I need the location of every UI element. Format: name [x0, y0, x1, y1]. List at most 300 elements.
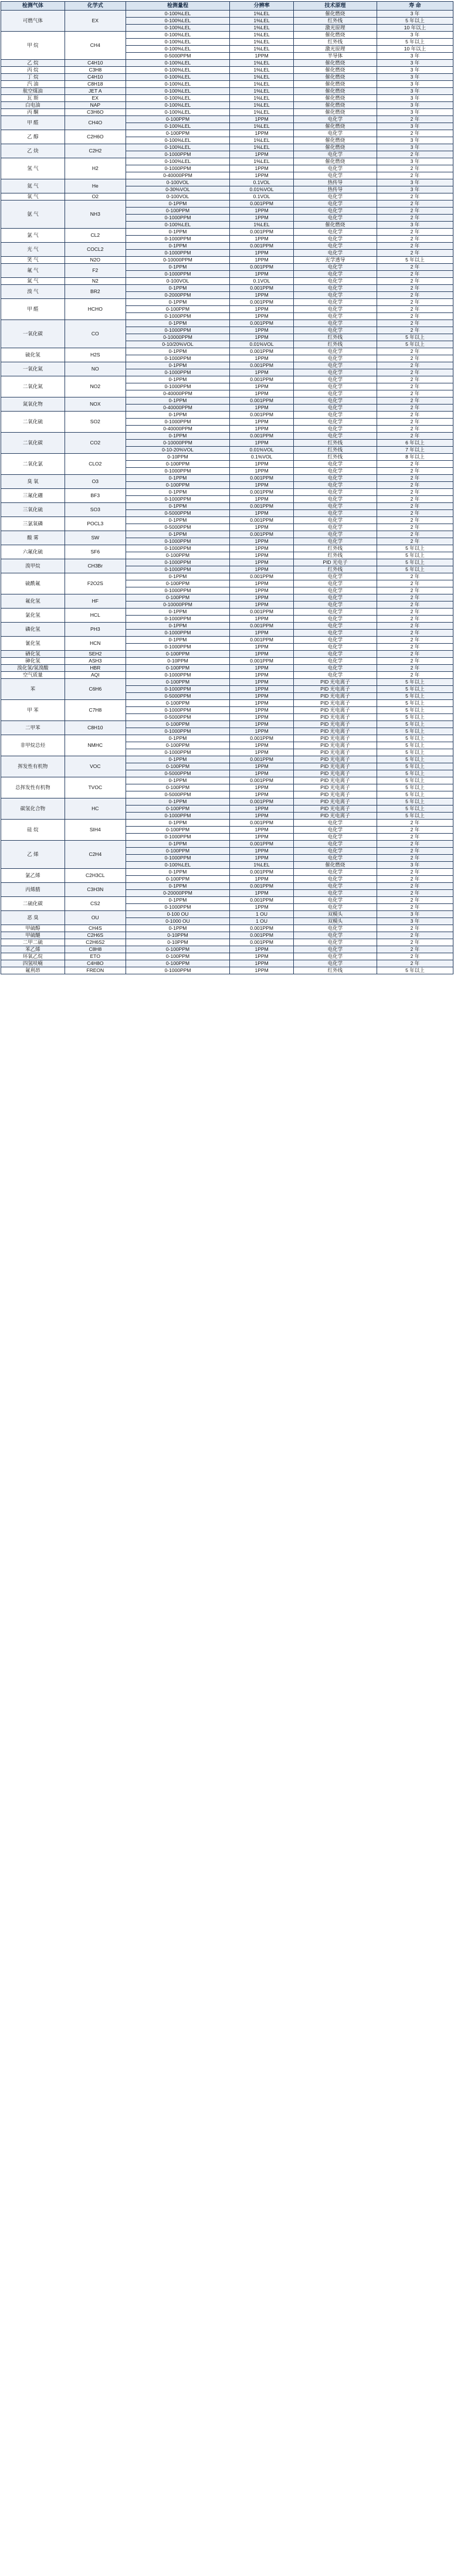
cell-resolution: 1PPM — [230, 791, 294, 798]
cell-technology: 电化学 — [293, 932, 377, 939]
cell-technology: 电化学 — [293, 299, 377, 306]
cell-gas: 氧 气 — [1, 193, 65, 200]
cell-lifetime: 5 年以上 — [377, 545, 453, 552]
cell-lifetime: 5 年以上 — [377, 693, 453, 700]
cell-range: 0-1PPM — [126, 637, 229, 644]
cell-range: 0-1000PPM — [126, 559, 229, 566]
cell-gas: 环氧乙烷 — [1, 953, 65, 960]
cell-resolution: 1PPM — [230, 538, 294, 545]
table-row — [1, 503, 453, 510]
cell-lifetime: 2 年 — [377, 299, 453, 306]
cell-range: 0-100PPM — [126, 700, 229, 707]
cell-gas: 白电油 — [1, 102, 65, 109]
cell-resolution: 0.1VOL — [230, 193, 294, 200]
table-row — [1, 721, 453, 728]
cell-gas: 乙 醇 — [1, 130, 65, 144]
cell-technology: 电化学 — [293, 601, 377, 609]
table-row — [1, 109, 453, 116]
cell-lifetime: 3 年 — [377, 179, 453, 186]
cell-lifetime: 5 年以上 — [377, 700, 453, 707]
cell-technology: PID 光电离子 — [293, 742, 377, 749]
cell-lifetime: 2 年 — [377, 405, 453, 412]
cell-technology: 红外线 — [293, 447, 377, 454]
cell-lifetime: 5 年以上 — [377, 566, 453, 573]
cell-lifetime: 5 年以上 — [377, 707, 453, 714]
cell-lifetime: 2 年 — [377, 397, 453, 405]
cell-formula: C7H8 — [65, 700, 126, 721]
cell-lifetime: 5 年以上 — [377, 770, 453, 777]
cell-technology: 电化学 — [293, 397, 377, 405]
cell-technology: 电化学 — [293, 362, 377, 369]
cell-range: 0-1PPM — [126, 285, 229, 292]
cell-resolution: 1PPM — [230, 763, 294, 770]
cell-range: 0-40000PPM — [126, 390, 229, 397]
cell-lifetime: 3 年 — [377, 137, 453, 144]
cell-gas: 二氧化碳 — [1, 433, 65, 454]
cell-lifetime: 2 年 — [377, 623, 453, 630]
cell-resolution: 1PPM — [230, 292, 294, 299]
cell-lifetime: 3 年 — [377, 88, 453, 95]
cell-resolution: 0.001PPM — [230, 362, 294, 369]
table-row — [1, 531, 453, 538]
cell-gas: 氟 气 — [1, 264, 65, 278]
cell-lifetime: 10 年以上 — [377, 25, 453, 32]
cell-lifetime: 3 年 — [377, 74, 453, 81]
cell-formula: CH4 — [65, 32, 126, 60]
cell-resolution: 1%LEL — [230, 39, 294, 46]
cell-range: 0-100VOL — [126, 179, 229, 186]
cell-gas: 氟化氢 — [1, 594, 65, 609]
cell-range: 0-1000PPM — [126, 545, 229, 552]
cell-formula: C2H3CL — [65, 869, 126, 883]
cell-formula: NH3 — [65, 200, 126, 229]
cell-formula: H2 — [65, 158, 126, 179]
cell-resolution: 1 OU — [230, 911, 294, 918]
column-header-resolution: 分辨率 — [230, 2, 294, 11]
cell-technology: 电化学 — [293, 644, 377, 651]
table-row — [1, 946, 453, 953]
cell-range: 0-30%VOL — [126, 186, 229, 193]
cell-resolution: 1PPM — [230, 876, 294, 883]
cell-lifetime: 2 年 — [377, 890, 453, 897]
cell-technology: 电化学 — [293, 412, 377, 419]
cell-formula: CL2 — [65, 229, 126, 243]
cell-range: 0-100PPM — [126, 953, 229, 960]
cell-resolution: 1PPM — [230, 468, 294, 475]
cell-technology: 红外线 — [293, 18, 377, 25]
cell-lifetime: 2 年 — [377, 208, 453, 215]
cell-resolution: 0.01%VOL — [230, 341, 294, 348]
cell-resolution: 1PPM — [230, 250, 294, 257]
cell-technology: 电化学 — [293, 904, 377, 911]
cell-lifetime: 2 年 — [377, 820, 453, 827]
table-row — [1, 264, 453, 271]
cell-resolution: 1PPM — [230, 742, 294, 749]
table-row — [1, 412, 453, 419]
cell-technology: 电化学 — [293, 876, 377, 883]
cell-technology: PID 光电离子 — [293, 679, 377, 686]
cell-lifetime: 2 年 — [377, 229, 453, 236]
cell-lifetime: 3 年 — [377, 32, 453, 39]
cell-technology: 电化学 — [293, 651, 377, 658]
cell-resolution: 1PPM — [230, 496, 294, 503]
cell-formula: FREON — [65, 967, 126, 974]
cell-lifetime: 3 年 — [377, 11, 453, 18]
cell-formula: C3H6O — [65, 109, 126, 116]
cell-range: 0-100%LEL — [126, 81, 229, 88]
cell-lifetime: 2 年 — [377, 925, 453, 932]
cell-gas: 甲 醛 — [1, 299, 65, 320]
cell-lifetime: 3 年 — [377, 81, 453, 88]
table-row — [1, 489, 453, 496]
cell-lifetime: 2 年 — [377, 468, 453, 475]
cell-formula: OU — [65, 911, 126, 925]
cell-range: 0-100PPM — [126, 960, 229, 967]
cell-technology: 电化学 — [293, 609, 377, 616]
table-row — [1, 32, 453, 39]
cell-formula: BR2 — [65, 285, 126, 299]
cell-lifetime: 5 年以上 — [377, 686, 453, 693]
cell-resolution: 1PPM — [230, 334, 294, 341]
cell-gas: 丁 烷 — [1, 74, 65, 81]
cell-range: 0-100%LEL — [126, 95, 229, 102]
cell-lifetime: 2 年 — [377, 524, 453, 531]
cell-range: 0-5000PPM — [126, 714, 229, 721]
cell-technology: 电化学 — [293, 482, 377, 489]
cell-resolution: 1PPM — [230, 545, 294, 552]
cell-range: 0-100%LEL — [126, 39, 229, 46]
cell-lifetime: 2 年 — [377, 236, 453, 243]
cell-formula: TVOC — [65, 777, 126, 798]
cell-technology: 电化学 — [293, 524, 377, 531]
cell-lifetime: 3 年 — [377, 158, 453, 165]
table-row — [1, 475, 453, 482]
cell-resolution: 1PPM — [230, 566, 294, 573]
table-row — [1, 623, 453, 630]
cell-resolution: 0.001PPM — [230, 820, 294, 827]
cell-technology: 电化学 — [293, 890, 377, 897]
cell-formula: SIH4 — [65, 820, 126, 841]
cell-gas: 甲 醛 — [1, 116, 65, 130]
table-row — [1, 130, 453, 137]
cell-range: 0-1PPM — [126, 897, 229, 904]
cell-resolution: 1PPM — [230, 855, 294, 862]
cell-formula: CO2 — [65, 433, 126, 454]
table-row — [1, 637, 453, 644]
cell-resolution: 1PPM — [230, 236, 294, 243]
cell-technology: 电化学 — [293, 348, 377, 355]
cell-technology: 电化学 — [293, 405, 377, 412]
cell-gas: 氮氧化物 — [1, 397, 65, 412]
cell-formula: SW — [65, 531, 126, 545]
cell-range: 0-100PPM — [126, 130, 229, 137]
cell-technology: 红外线 — [293, 454, 377, 461]
cell-gas: 氯 气 — [1, 229, 65, 243]
table-row — [1, 897, 453, 904]
cell-technology: 电化学 — [293, 278, 377, 285]
cell-technology: 双模头 — [293, 918, 377, 925]
cell-resolution: 0.001PPM — [230, 320, 294, 327]
cell-gas: 三氧化硫 — [1, 503, 65, 517]
cell-resolution: 1PPM — [230, 482, 294, 489]
table-row — [1, 285, 453, 292]
cell-resolution: 0.001PPM — [230, 376, 294, 383]
cell-lifetime: 5 年以上 — [377, 784, 453, 791]
cell-lifetime: 5 年以上 — [377, 334, 453, 341]
cell-lifetime: 5 年以上 — [377, 341, 453, 348]
cell-formula: C2H6S2 — [65, 939, 126, 946]
cell-resolution: 0.01%VOL — [230, 447, 294, 454]
table-row — [1, 594, 453, 601]
cell-resolution: 1PPM — [230, 559, 294, 566]
cell-lifetime: 2 年 — [377, 285, 453, 292]
cell-lifetime: 2 年 — [377, 869, 453, 876]
cell-range: 0-10PPM — [126, 454, 229, 461]
cell-range: 0-1000PPM — [126, 644, 229, 651]
table-row — [1, 672, 453, 679]
cell-range: 0-100VOL — [126, 193, 229, 200]
cell-lifetime: 3 年 — [377, 60, 453, 67]
cell-formula: SEH2 — [65, 651, 126, 658]
cell-technology: 电化学 — [293, 250, 377, 257]
cell-technology: PID 光电离子 — [293, 763, 377, 770]
cell-resolution: 0.001PPM — [230, 777, 294, 784]
cell-lifetime: 3 年 — [377, 95, 453, 102]
cell-lifetime: 2 年 — [377, 151, 453, 158]
cell-resolution: 1PPM — [230, 355, 294, 362]
cell-technology: 电化学 — [293, 489, 377, 496]
cell-lifetime: 2 年 — [377, 601, 453, 609]
table-header-row — [1, 2, 453, 11]
cell-resolution: 1PPM — [230, 672, 294, 679]
cell-range: 0-10000PPM — [126, 601, 229, 609]
cell-range: 0-1000PPM — [126, 327, 229, 334]
cell-lifetime: 5 年以上 — [377, 742, 453, 749]
table-row — [1, 967, 453, 974]
cell-lifetime: 3 年 — [377, 911, 453, 918]
cell-lifetime: 5 年以上 — [377, 679, 453, 686]
cell-technology: PID 光电离子 — [293, 749, 377, 756]
cell-range: 0-1PPM — [126, 573, 229, 580]
table-row — [1, 88, 453, 95]
cell-resolution: 0.001PPM — [230, 609, 294, 616]
cell-lifetime: 2 年 — [377, 390, 453, 397]
cell-range: 0-100PPM — [126, 679, 229, 686]
cell-resolution: 0.001PPM — [230, 503, 294, 510]
cell-lifetime: 3 年 — [377, 186, 453, 193]
cell-resolution: 1%LEL — [230, 60, 294, 67]
cell-technology: 电化学 — [293, 897, 377, 904]
cell-range: 0-100VOL — [126, 278, 229, 285]
cell-resolution: 0.001PPM — [230, 229, 294, 236]
cell-resolution: 0.001PPM — [230, 397, 294, 405]
cell-range: 0-40000PPM — [126, 172, 229, 179]
cell-range: 0-100%LEL — [126, 88, 229, 95]
cell-technology: 激光原理 — [293, 25, 377, 32]
cell-range: 0-100PPM — [126, 784, 229, 791]
cell-resolution: 1%LEL — [230, 123, 294, 130]
cell-lifetime: 2 年 — [377, 651, 453, 658]
cell-resolution: 0.1%VOL — [230, 454, 294, 461]
cell-range: 0-5000PPM — [126, 770, 229, 777]
cell-formula: COCL2 — [65, 243, 126, 257]
cell-gas: 甲硫醚 — [1, 932, 65, 939]
cell-gas: 总挥发性有机物 — [1, 777, 65, 798]
table-row — [1, 348, 453, 355]
cell-resolution: 1%LEL — [230, 18, 294, 25]
cell-formula: ETO — [65, 953, 126, 960]
cell-technology: 电化学 — [293, 953, 377, 960]
cell-range: 0-20000PPM — [126, 890, 229, 897]
cell-lifetime: 5 年以上 — [377, 806, 453, 813]
cell-technology: 电化学 — [293, 327, 377, 334]
cell-technology: PID 光电离子 — [293, 693, 377, 700]
cell-technology: PID 光电子 — [293, 559, 377, 566]
cell-resolution: 1PPM — [230, 784, 294, 791]
cell-lifetime: 2 年 — [377, 538, 453, 545]
cell-resolution: 1%LEL — [230, 137, 294, 144]
cell-lifetime: 3 年 — [377, 918, 453, 925]
cell-technology: PID 光电离子 — [293, 714, 377, 721]
cell-resolution: 1%LEL — [230, 46, 294, 53]
cell-formula: POCL3 — [65, 517, 126, 531]
table-row — [1, 911, 453, 918]
cell-formula: SF6 — [65, 545, 126, 559]
cell-technology: 催化燃烧 — [293, 158, 377, 165]
cell-lifetime: 5 年以上 — [377, 798, 453, 806]
table-row — [1, 193, 453, 200]
cell-resolution: 1%LEL — [230, 862, 294, 869]
cell-resolution: 1%LEL — [230, 109, 294, 116]
cell-lifetime: 2 年 — [377, 264, 453, 271]
cell-technology: 红外线 — [293, 545, 377, 552]
cell-range: 0-2000PPM — [126, 292, 229, 299]
cell-range: 0-1000PPM — [126, 383, 229, 390]
cell-lifetime: 2 年 — [377, 587, 453, 594]
cell-technology: 电化学 — [293, 130, 377, 137]
cell-technology: PID 光电离子 — [293, 728, 377, 735]
cell-technology: 电化学 — [293, 320, 377, 327]
table-row — [1, 362, 453, 369]
cell-range: 0-1000PPM — [126, 165, 229, 172]
cell-formula: C4H8O — [65, 960, 126, 967]
cell-resolution: 1PPM — [230, 426, 294, 433]
cell-gas: 丙 烷 — [1, 67, 65, 74]
cell-range: 0-1PPM — [126, 489, 229, 496]
cell-technology: 催化燃烧 — [293, 81, 377, 88]
cell-lifetime: 3 年 — [377, 102, 453, 109]
cell-range: 0-100%LEL — [126, 137, 229, 144]
cell-lifetime: 2 年 — [377, 637, 453, 644]
cell-gas: 氟利昂 — [1, 967, 65, 974]
cell-technology: 催化燃烧 — [293, 222, 377, 229]
cell-gas: 溴 气 — [1, 285, 65, 299]
cell-gas: 溴甲烷 — [1, 559, 65, 573]
cell-range: 0-100%LEL — [126, 102, 229, 109]
cell-lifetime: 5 年以上 — [377, 777, 453, 784]
table-row — [1, 243, 453, 250]
cell-gas: 酸 雾 — [1, 531, 65, 545]
cell-gas: 二甲二硫 — [1, 939, 65, 946]
cell-range: 0-100PPM — [126, 580, 229, 587]
cell-formula: CH3Br — [65, 559, 126, 573]
table-row — [1, 74, 453, 81]
cell-range: 0-100PPM — [126, 208, 229, 215]
cell-resolution: 1PPM — [230, 890, 294, 897]
cell-lifetime: 3 年 — [377, 862, 453, 869]
cell-resolution: 1PPM — [230, 630, 294, 637]
cell-resolution: 1PPM — [230, 946, 294, 953]
cell-technology: 红外线 — [293, 566, 377, 573]
cell-technology: 电化学 — [293, 264, 377, 271]
table-row — [1, 81, 453, 88]
cell-formula: JET A — [65, 88, 126, 95]
cell-lifetime: 2 年 — [377, 644, 453, 651]
cell-resolution: 0.001PPM — [230, 489, 294, 496]
table-row — [1, 679, 453, 686]
cell-resolution: 1PPM — [230, 714, 294, 721]
cell-lifetime: 2 年 — [377, 897, 453, 904]
cell-range: 0-1PPM — [126, 735, 229, 742]
cell-formula: HC — [65, 798, 126, 820]
cell-resolution: 1PPM — [230, 806, 294, 813]
table-row — [1, 756, 453, 763]
cell-resolution: 1 OU — [230, 918, 294, 925]
cell-lifetime: 5 年以上 — [377, 18, 453, 25]
cell-lifetime: 2 年 — [377, 616, 453, 623]
cell-formula: CS2 — [65, 897, 126, 911]
cell-formula: C8H8 — [65, 946, 126, 953]
cell-technology: 电化学 — [293, 215, 377, 222]
cell-lifetime: 5 年以上 — [377, 714, 453, 721]
cell-technology: PID 光电离子 — [293, 777, 377, 784]
cell-range: 0-100PPM — [126, 651, 229, 658]
cell-technology: PID 光电离子 — [293, 700, 377, 707]
cell-range: 0-100%LEL — [126, 158, 229, 165]
cell-resolution: 1PPM — [230, 510, 294, 517]
table-row — [1, 609, 453, 616]
cell-resolution: 0.1VOL — [230, 278, 294, 285]
cell-range: 0-1PPM — [126, 623, 229, 630]
cell-technology: PID 光电离子 — [293, 735, 377, 742]
cell-technology: 电化学 — [293, 236, 377, 243]
cell-formula: C8H10 — [65, 721, 126, 735]
cell-resolution: 1PPM — [230, 700, 294, 707]
cell-resolution: 1PPM — [230, 728, 294, 735]
cell-gas: 笑 气 — [1, 257, 65, 264]
cell-resolution: 1PPM — [230, 405, 294, 412]
cell-formula: AQI — [65, 672, 126, 679]
cell-gas: 硫化氢 — [1, 348, 65, 362]
cell-lifetime: 2 年 — [377, 855, 453, 862]
cell-technology: 电化学 — [293, 229, 377, 236]
cell-resolution: 0.001PPM — [230, 475, 294, 482]
cell-technology: 电化学 — [293, 313, 377, 320]
cell-range: 0-1PPM — [126, 503, 229, 510]
cell-technology: 电化学 — [293, 116, 377, 123]
cell-range: 0-1PPM — [126, 397, 229, 405]
cell-technology: 催化燃烧 — [293, 11, 377, 18]
cell-gas: 挥发性有机物 — [1, 756, 65, 777]
cell-technology: 电化学 — [293, 475, 377, 482]
cell-resolution: 1%LEL — [230, 25, 294, 32]
cell-range: 0-1000PPM — [126, 313, 229, 320]
cell-lifetime: 2 年 — [377, 904, 453, 911]
cell-range: 0-1000PPM — [126, 728, 229, 735]
cell-technology: 电化学 — [293, 426, 377, 433]
cell-formula: C3H3N — [65, 883, 126, 897]
cell-technology: 电化学 — [293, 285, 377, 292]
